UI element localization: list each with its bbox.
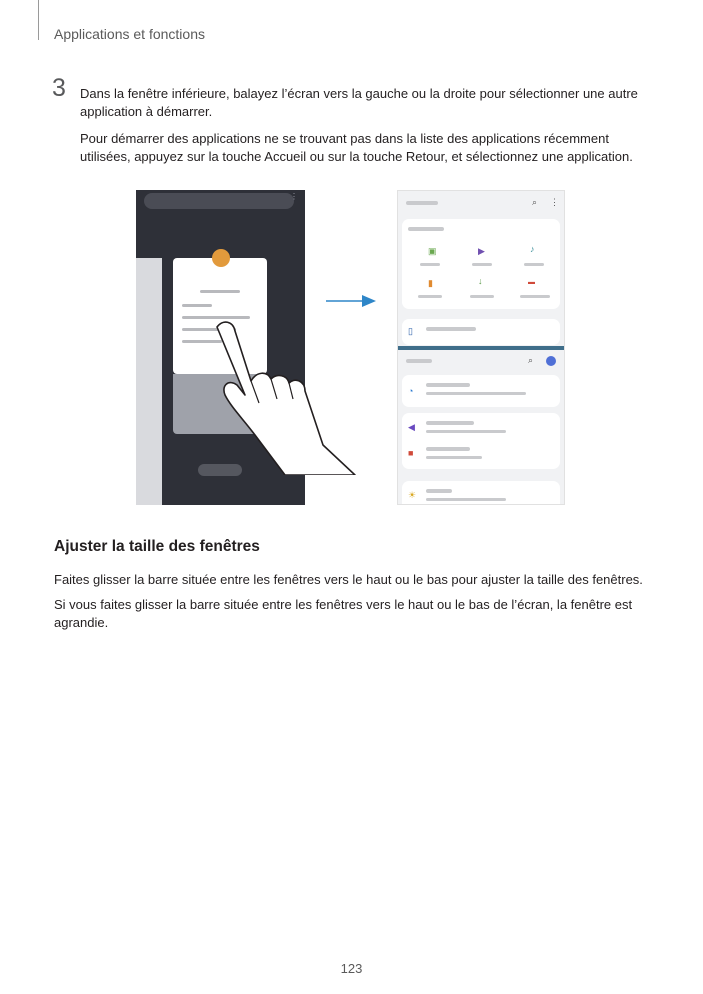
download-icon: ↓ [478, 276, 483, 286]
search-icon: ⌕ [532, 197, 538, 207]
sound-notifications-card [402, 413, 560, 469]
step-number: 3 [52, 74, 66, 102]
more-icon: ⋮ [290, 192, 298, 201]
display-icon: ☀ [408, 490, 417, 500]
wifi-icon: ◔ [408, 386, 414, 396]
section-heading: Ajuster la taille des fenêtres [54, 538, 260, 555]
categories-card [402, 219, 560, 309]
storage-card [402, 319, 560, 345]
video-icon: ▶ [478, 246, 485, 256]
more-icon: ⋮ [550, 197, 559, 207]
account-icon [546, 356, 556, 366]
arrow-right-icon [326, 293, 376, 309]
folder-icon [212, 249, 230, 267]
apk-icon: ▬ [528, 279, 535, 286]
page-number: 123 [340, 961, 363, 976]
section-paragraph-2: Si vous faites glisser la barre située entre les fenêtres vers le haut ou le bas de l’écran, la fenêtre est agrandie. [54, 597, 633, 630]
hand-swipe-icon [205, 315, 365, 475]
split-screen-screenshot [397, 190, 565, 505]
search-icon: ⌕ [528, 355, 534, 365]
sound-icon: ◀ [408, 422, 415, 432]
step-paragraph-2: Pour démarrer des applications ne se trouvant pas dans la liste des applications récemment utilisées, appuyez sur la touche Accueil ou sur la touche Retour, et sélectionnez une application. [80, 131, 633, 164]
blurred-search-bar [144, 193, 294, 209]
image-icon: ▣ [428, 246, 437, 256]
display-card [402, 481, 560, 505]
section-paragraph-1: Faites glisser la barre située entre les fenêtres vers le haut ou le bas pour ajuster la taille des fenêtres. [54, 572, 643, 587]
window-divider-bar [398, 346, 565, 350]
side-app-card [136, 258, 162, 505]
document-icon: ▮ [428, 278, 433, 288]
page-header: Applications et fonctions [54, 26, 205, 42]
storage-icon: ▯ [408, 326, 413, 336]
connections-card [402, 375, 560, 407]
page-margin-rule [38, 0, 39, 40]
music-icon: ♪ [530, 244, 535, 254]
step-paragraph-1: Dans la fenêtre inférieure, balayez l’écran vers la gauche ou la droite pour sélectionner une autre application à démarrer. [80, 86, 638, 119]
notification-icon: ■ [408, 448, 414, 458]
